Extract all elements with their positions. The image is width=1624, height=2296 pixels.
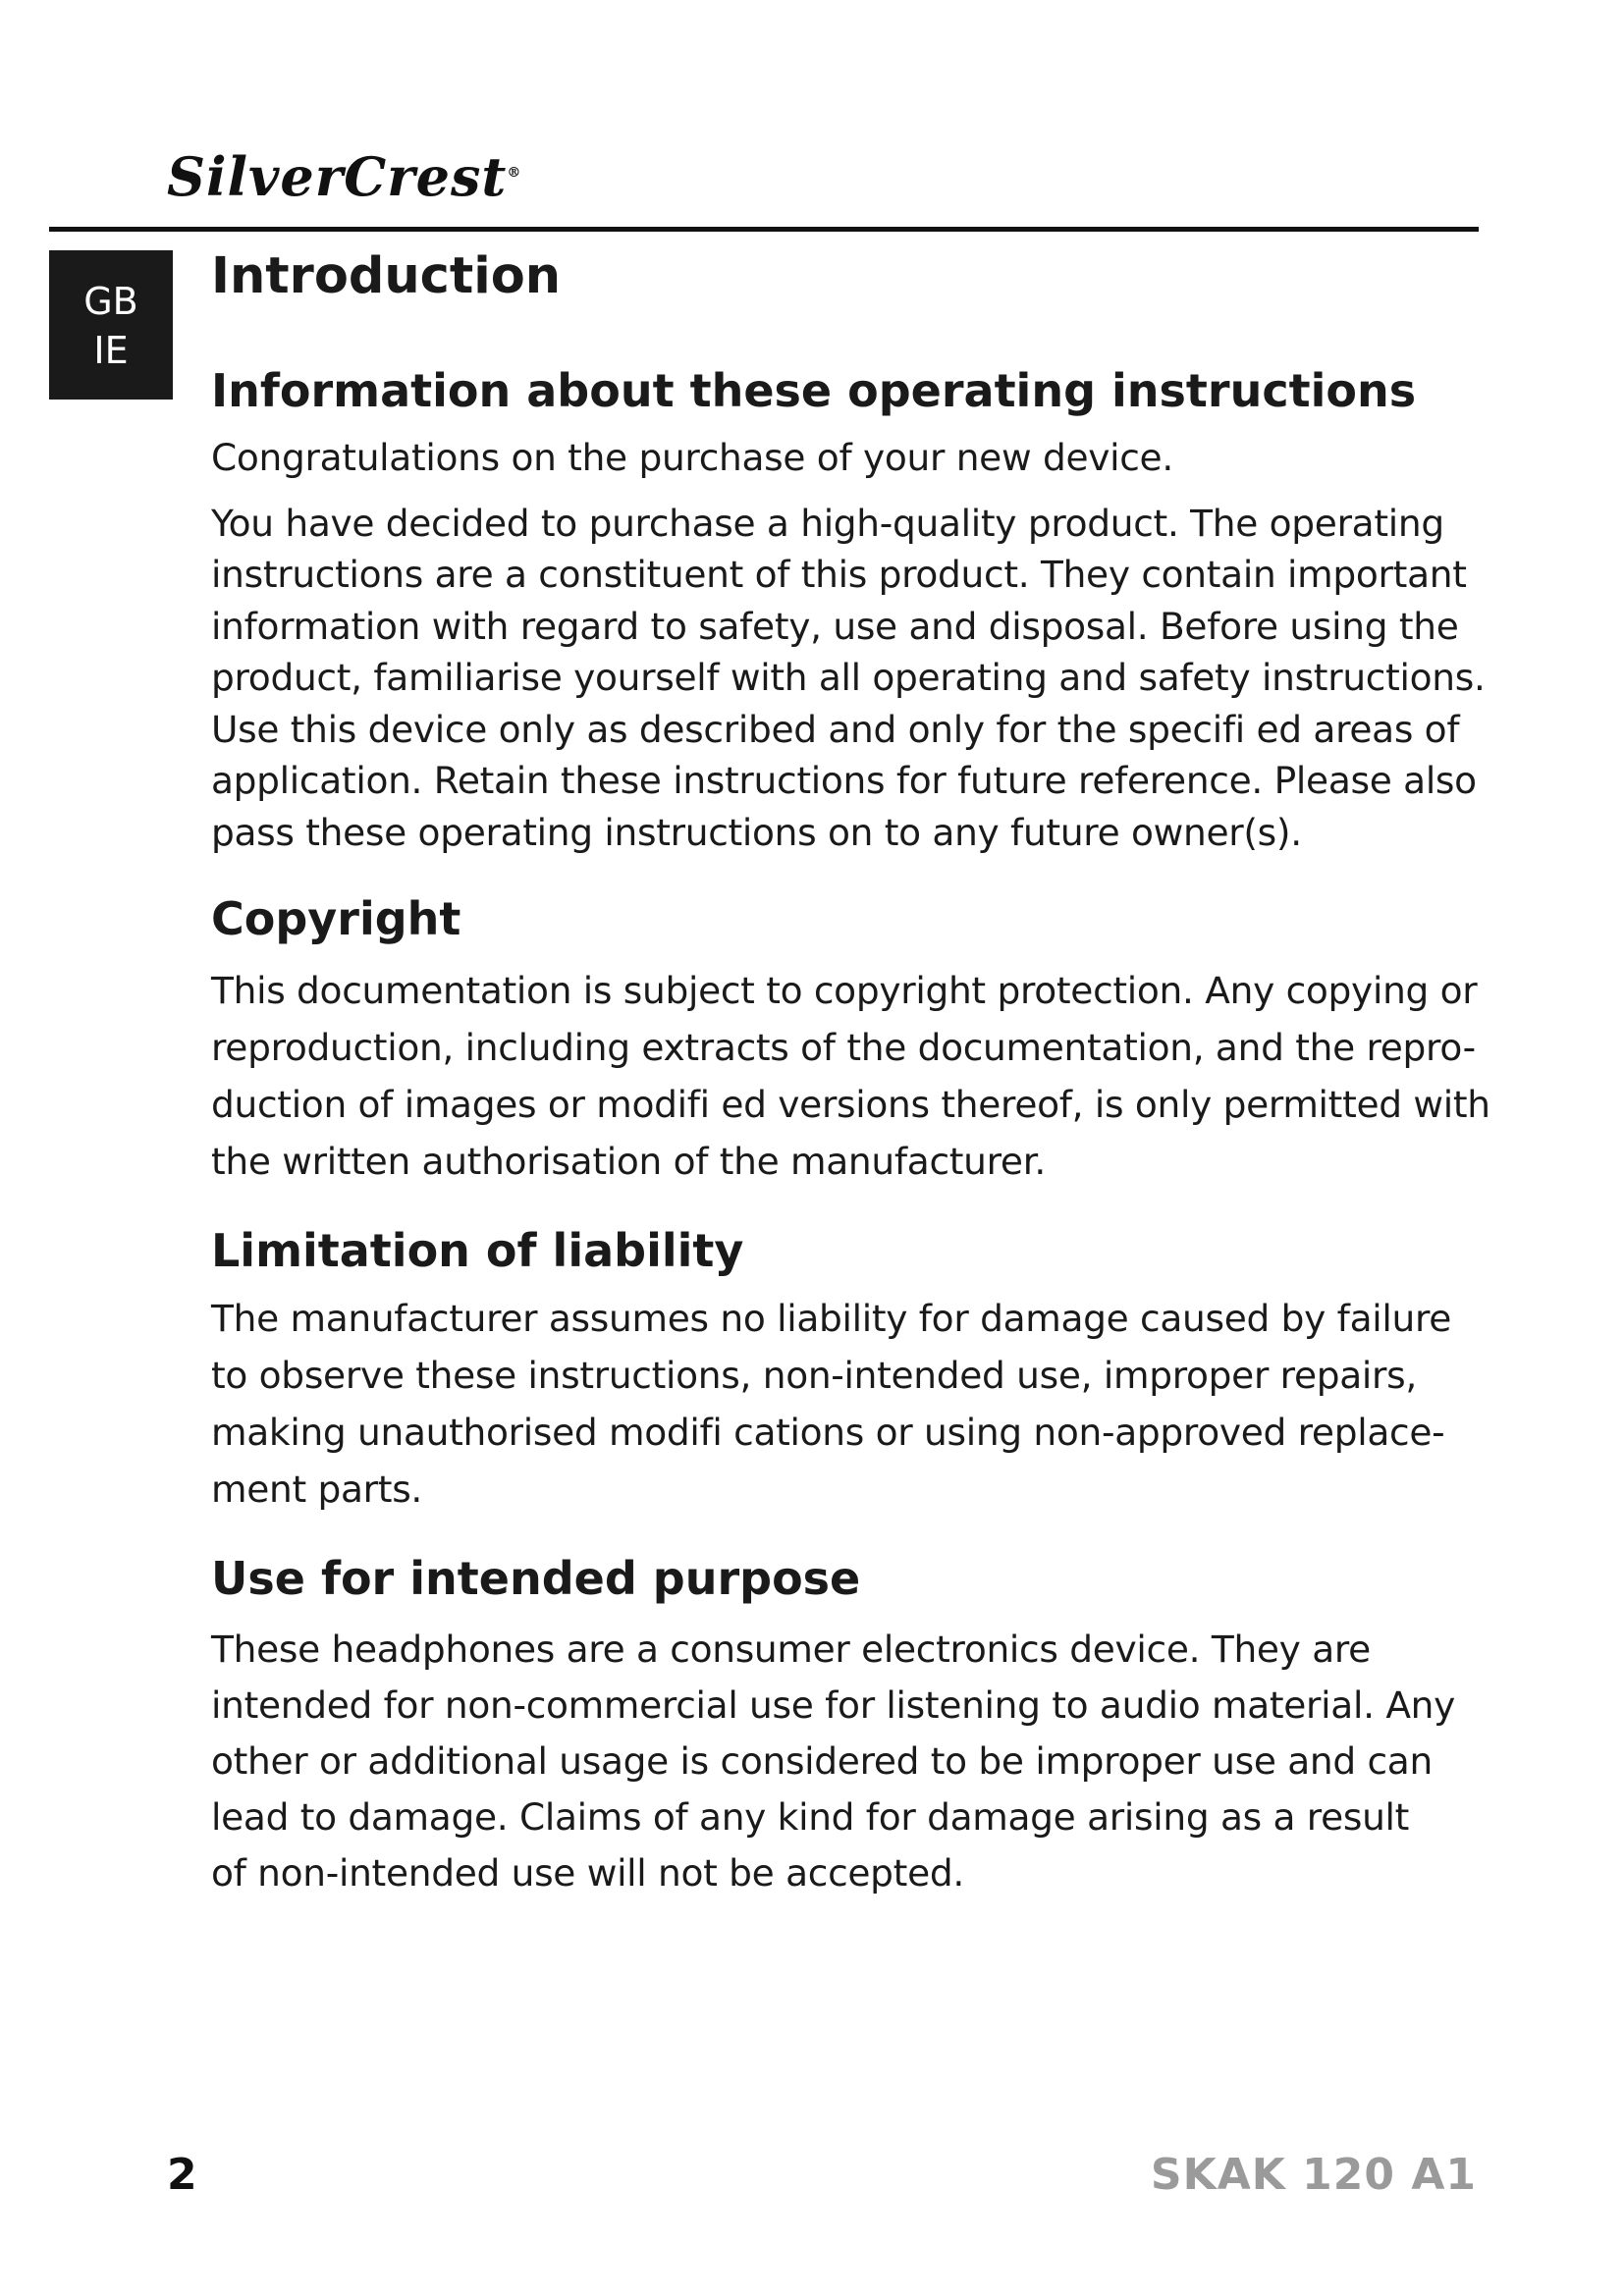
- paragraph: [211, 1290, 1488, 1518]
- text-line: other or additional usage is considered to be improper use and can: [211, 1739, 1433, 1783]
- lang-code-ie: IE: [93, 329, 129, 372]
- text-line: the written authorisation of the manufacturer.: [211, 1140, 1047, 1183]
- registered-mark: ®: [507, 165, 522, 181]
- text-line: intended for non-commercial use for listening to audio material. Any: [211, 1683, 1456, 1727]
- paragraph: [211, 432, 1488, 484]
- section-copyright: [211, 889, 1488, 1190]
- paragraph: [211, 498, 1488, 859]
- text-line: duction of images or modifi ed versions thereof, is only permitted with: [211, 1083, 1490, 1126]
- brand-name: SilverCrest: [167, 145, 508, 208]
- paragraph: [211, 1622, 1488, 1901]
- text-line: This documentation is subject to copyright protection. Any copying or: [211, 969, 1478, 1012]
- text-line: making unauthorised modifi cations or using non-approved replace-: [211, 1411, 1445, 1454]
- paragraph: [211, 962, 1488, 1190]
- model-number: SKAK 120 A1: [1150, 2150, 1477, 2200]
- text-line: product, familiarise yourself with all operating and safety instructions.: [211, 656, 1486, 699]
- text-line: These headphones are a consumer electronics device. They are: [211, 1628, 1371, 1671]
- main-content: [211, 245, 1488, 1901]
- text-line: Congratulations on the purchase of your new device.: [211, 436, 1173, 479]
- section-intended-purpose: [211, 1549, 1488, 1901]
- header-rule: [49, 227, 1479, 232]
- text-line: pass these operating instructions on to any future owner(s).: [211, 810, 1302, 854]
- text-line: Use this device only as described and only for the specifi ed areas of: [211, 707, 1460, 751]
- text-line: ment parts.: [211, 1468, 423, 1511]
- lang-code-gb: GB: [83, 280, 138, 323]
- text-line: reproduction, including extracts of the documentation, and the repro-: [211, 1026, 1476, 1069]
- section-heading: Information about these operating instructions: [211, 364, 1417, 417]
- page-title: Introduction: [211, 247, 562, 305]
- section-heading: Limitation of liability: [211, 1224, 744, 1277]
- text-line: information with regard to safety, use and disposal. Before using the: [211, 604, 1459, 648]
- text-line: The manufacturer assumes no liability for damage caused by failure: [211, 1297, 1452, 1340]
- text-line: instructions are a constituent of this product. They contain important: [211, 553, 1467, 596]
- text-line: application. Retain these instructions for future reference. Please also: [211, 759, 1477, 802]
- text-line: of non-intended use will not be accepted.: [211, 1851, 964, 1895]
- section-operating-instructions: [211, 361, 1488, 858]
- text-line: You have decided to purchase a high-quality product. The operating: [211, 501, 1444, 545]
- text-line: lead to damage. Claims of any kind for damage arising as a result: [211, 1795, 1410, 1839]
- language-tab: [49, 250, 173, 400]
- brand-logo: [167, 145, 521, 208]
- text-line: to observe these instructions, non-intended use, improper repairs,: [211, 1354, 1418, 1397]
- section-limitation-of-liability: [211, 1221, 1488, 1518]
- section-heading: Copyright: [211, 892, 461, 945]
- page-number: 2: [167, 2150, 197, 2200]
- section-heading: Use for intended purpose: [211, 1552, 861, 1605]
